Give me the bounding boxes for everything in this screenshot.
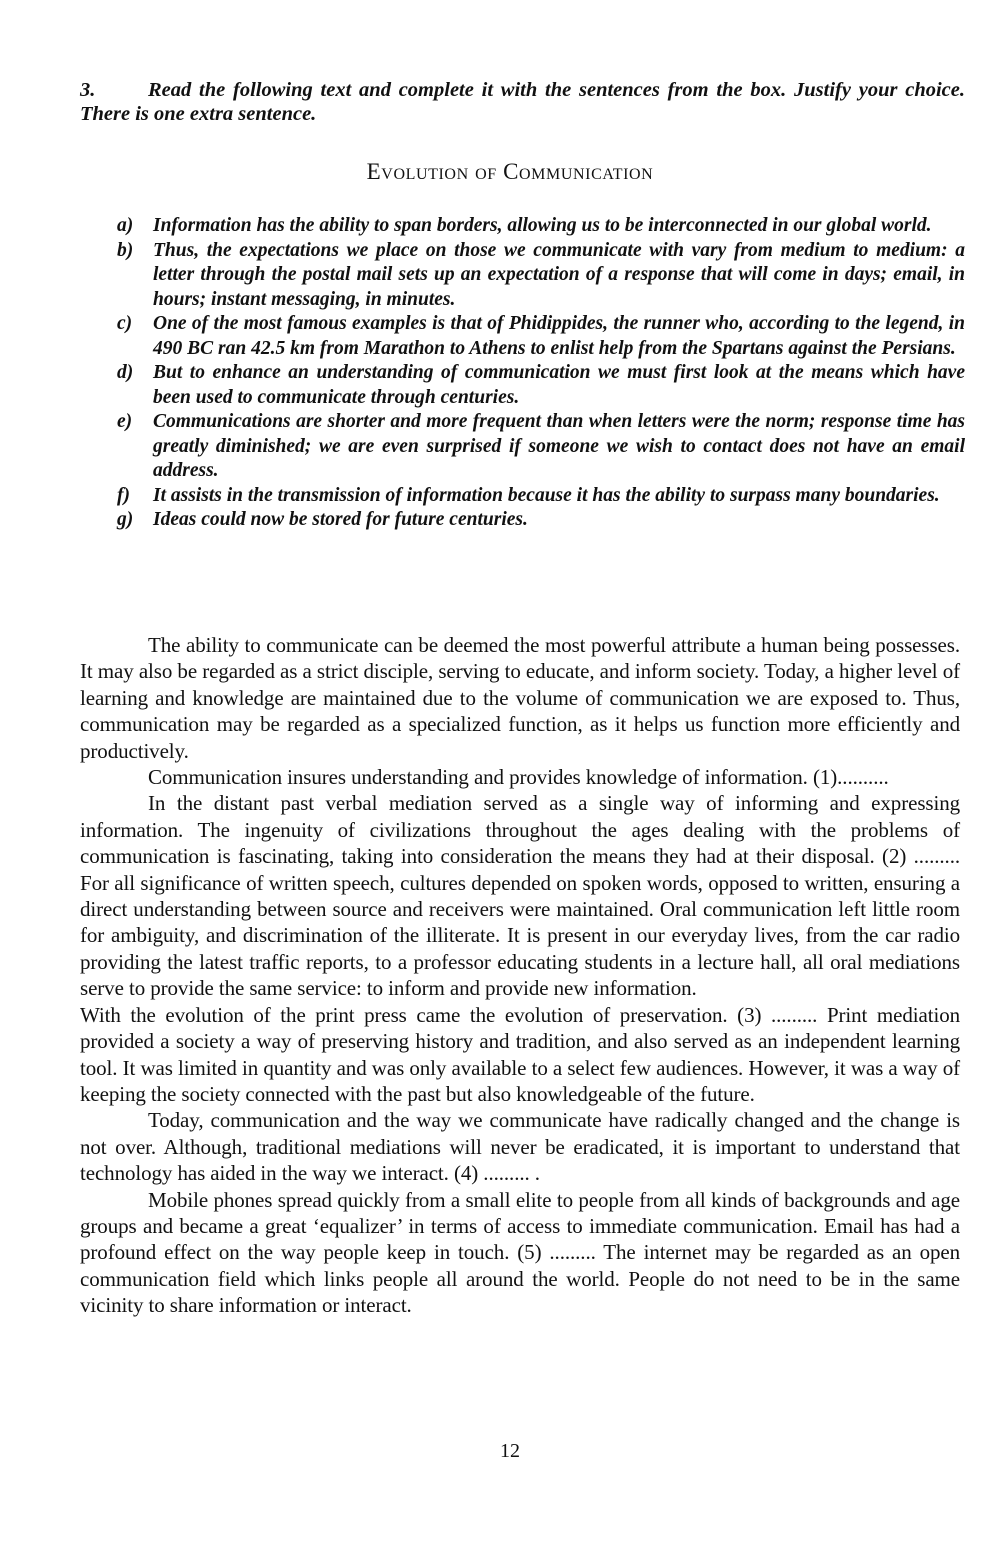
page-number: 12 [500, 1440, 520, 1462]
option-letter: c) [117, 313, 133, 334]
main-text [80, 632, 960, 1319]
option-text: Ideas could now be stored for future centuries. [153, 509, 528, 530]
option-text: Communications are shorter and more frequent than when letters were the norm; response time has greatly diminished; we are even surprised if someone we wish to contact does not have an email address. [153, 411, 965, 481]
option-text: Information has the ability to span borders, allowing us to be interconnected in our global world. [153, 215, 932, 236]
option-item [117, 508, 965, 533]
paragraph: In the distant past verbal mediation served as a single way of informing and expressing information. The ingenuity of civilizations throughout the ages dealing with the problems of communication is fascinating, taking into consideration the means they had at their disposal. (2) ......... For all significance of written speech, cultures depended on spoken words, opposed to written, ensuring a direct understanding between source and receivers were maintained. Oral communication left little room for ambiguity, and discrimination of the illiterate. It is present in our everyday lives, from the car radio providing the latest traffic reports, to a professor educating students in a lecture hall, all oral mediations serve to provide the same service: to inform and provide new information. [80, 791, 960, 1001]
paragraph: With the evolution of the print press came the evolution of preservation. (3) ......... Print mediation provided a society a way of preserving history and tradition, and also served as an independent learning tool. It was limited in quantity and was only available to a select few audiences. However, it was a way of keeping the society connected with the past but also knowledgeable of the future. [80, 1002, 960, 1106]
option-text: One of the most famous examples is that of Phidippides, the runner who, according to the legend, in 490 BC ran 42.5 km from Marathon to Athens to enlist help from the Spartans against the Persians. [153, 313, 965, 359]
option-item [117, 410, 965, 484]
sentence-options-box [117, 214, 965, 533]
option-letter: b) [117, 239, 134, 261]
task-instruction [80, 78, 965, 126]
paragraph: Today, communication and the way we communicate have radically changed and the change is not over. Although, traditional mediations will never be eradicated, it is important to understand that technology has aided in the way we interact. (4) ......... . [80, 1108, 960, 1186]
paragraph: The ability to communicate can be deemed the most powerful attribute a human being possesses. It may also be regarded as a strict disciple, serving to educate, and inform society. Today, a higher level of learning and knowledge are maintained due to the volume of communication we are exposed to. Thus, communication may be regarded as a specialized function, as it helps us function more efficiently and productively. [80, 633, 960, 763]
option-item [117, 484, 965, 509]
text-title: Evolution of Communication [366, 159, 654, 184]
option-item [117, 214, 965, 239]
option-item [117, 239, 965, 313]
option-letter: f) [117, 484, 130, 506]
option-text: But to enhance an understanding of communication we must first look at the means which have been used to communicate through centuries. [153, 362, 965, 408]
option-item [117, 312, 965, 361]
task-number: 3. [80, 79, 96, 101]
option-letter: d) [117, 362, 134, 383]
option-letter: a) [117, 215, 134, 236]
paragraph: Communication insures understanding and provides knowledge of information. (1).......... [148, 765, 889, 790]
option-letter: g) [117, 509, 134, 530]
option-text: Thus, the expectations we place on those we communicate with vary from medium to medium: a letter through the postal mail sets up an expectation of a response that will come in days; email, in hours; instant messaging, in minutes. [153, 239, 965, 310]
option-letter: e) [117, 411, 133, 432]
option-text: It assists in the transmission of information because it has the ability to surpass many boundaries. [153, 484, 940, 506]
task-text: Read the following text and complete it with the sentences from the box. Justify your choice. There is one extra sentence. [80, 79, 965, 125]
option-item [117, 361, 965, 410]
paragraph: Mobile phones spread quickly from a small elite to people from all kinds of backgrounds and age groups and became a great ‘equalizer’ in terms of access to immediate communication. Email has had a profound effect on the way people keep in touch. (5) ......... The internet may be regarded as an open communication field which links people all around the world. People do not need to be in the same vicinity to share information or interact. [80, 1187, 960, 1318]
